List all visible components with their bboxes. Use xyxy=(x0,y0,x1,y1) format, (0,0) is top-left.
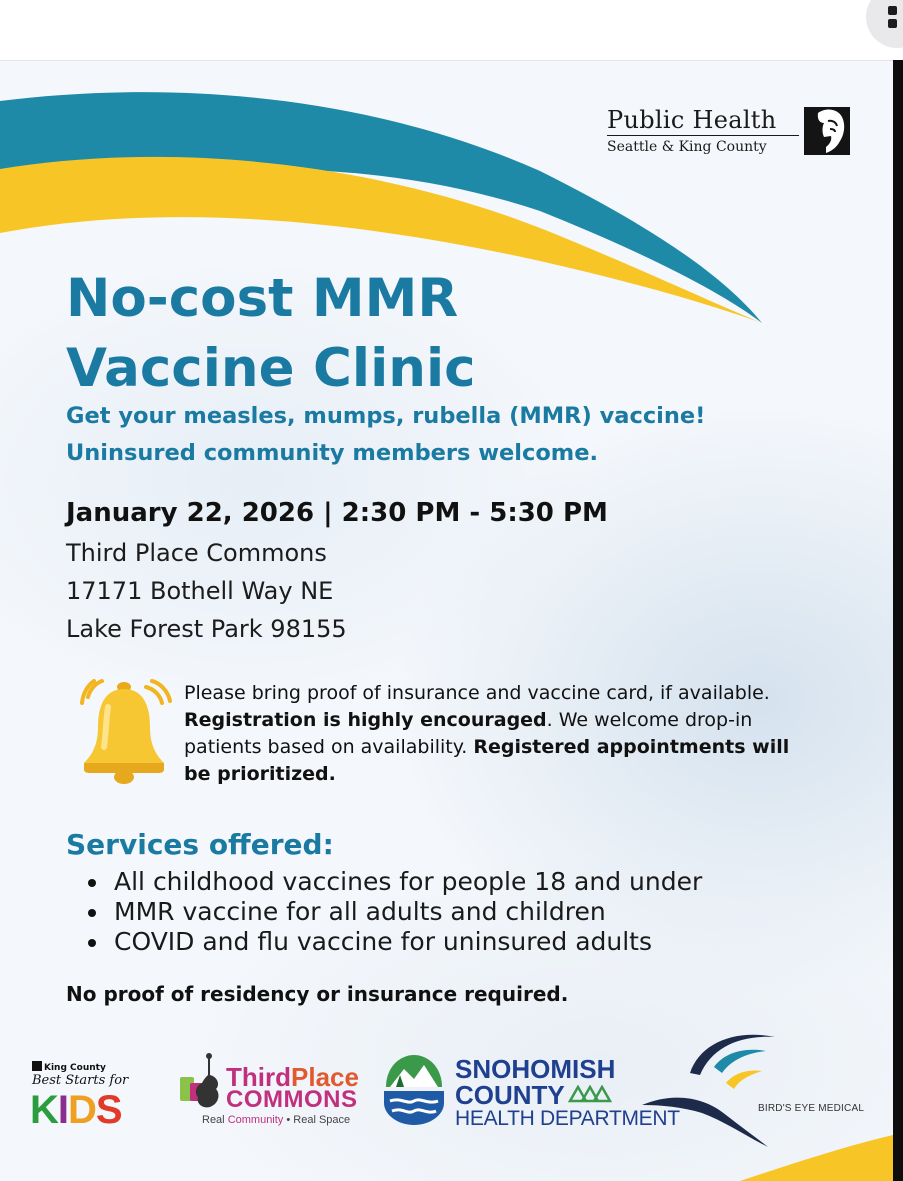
org-name: Public Health xyxy=(607,106,777,134)
tagline-rest: • Real Space xyxy=(283,1114,351,1126)
notice-bold-2: Registered appointments will be prioritized. xyxy=(184,736,790,785)
services-title: Services offered: xyxy=(66,828,334,861)
headline-line-1: No-cost MMR xyxy=(66,268,459,329)
headline-line-2: Vaccine Clinic xyxy=(66,338,476,399)
snohomish-line-2: COUNTY xyxy=(455,1080,565,1110)
subheading-line-2: Uninsured community members welcome. xyxy=(66,440,599,466)
king-county-label: King County xyxy=(44,1063,106,1073)
city-zip: Lake Forest Park 98155 xyxy=(66,615,347,643)
snohomish-line-3: HEALTH DEPARTMENT xyxy=(455,1107,680,1130)
tagline-community: Community xyxy=(227,1114,284,1126)
list-item: MMR vaccine for all adults and children xyxy=(66,897,702,927)
third-word: Third xyxy=(226,1062,291,1092)
notice-part-2: . We welcome drop-in patients based on availability. xyxy=(184,709,753,758)
venue-name: Third Place Commons xyxy=(66,539,327,567)
best-starts-label: Best Starts for xyxy=(32,1073,129,1088)
flyer xyxy=(0,61,893,1181)
commons-word: COMMONS xyxy=(226,1086,358,1113)
street-address: 17171 Bothell Way NE xyxy=(66,577,334,605)
bottom-swoosh xyxy=(0,61,893,1181)
list-item: COVID and flu vaccine for uninsured adults xyxy=(66,927,702,957)
place-word: Place xyxy=(291,1062,359,1092)
residency-note: No proof of residency or insurance required. xyxy=(66,982,569,1006)
event-datetime: January 22, 2026 | 2:30 PM - 5:30 PM xyxy=(66,498,608,528)
kids-letter: K xyxy=(30,1088,58,1132)
snohomish-line-1: SNOHOMISH xyxy=(455,1054,616,1084)
notice-part-1: Please bring proof of insurance and vaccine card, if available. xyxy=(184,682,770,704)
kids-letter: D xyxy=(68,1088,96,1132)
browser-top-bar xyxy=(0,0,903,61)
org-subtitle: Seattle & King County xyxy=(607,139,767,155)
menu-dot-icon xyxy=(888,19,897,28)
subheading-line-1: Get your measles, mumps, rubella (MMR) vaccine! xyxy=(66,403,706,429)
scrollbar[interactable] xyxy=(893,60,903,1181)
list-item: All childhood vaccines for people 18 and under xyxy=(66,867,702,897)
kids-letter: I xyxy=(57,1088,69,1132)
menu-dot-icon xyxy=(888,6,897,15)
kids-letter: S xyxy=(95,1088,122,1132)
tagline-real: Real xyxy=(202,1114,228,1126)
notice-bold-1: Registration is highly encouraged xyxy=(184,709,547,731)
birds-eye-name: BIRD'S EYE MEDICAL xyxy=(758,1103,865,1114)
